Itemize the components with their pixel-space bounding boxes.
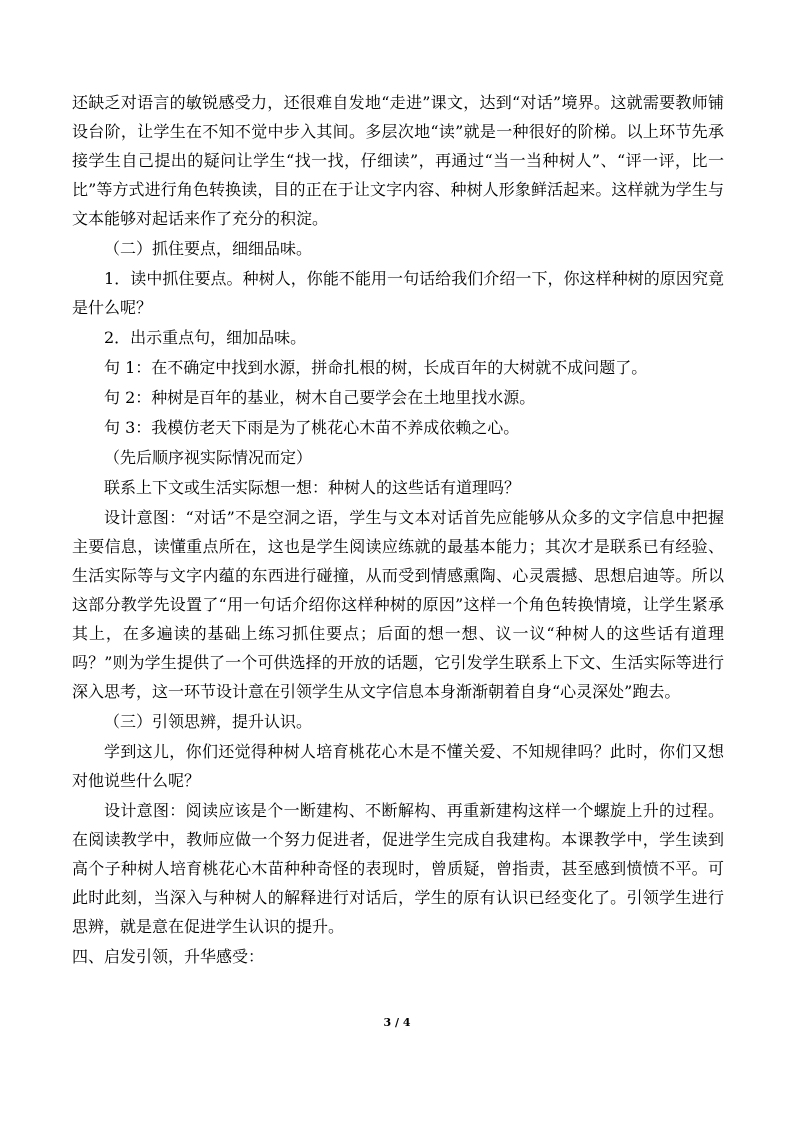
order-note: （先后顺序视实际情况而定） (104, 448, 313, 467)
page-number: 3 / 4 (383, 1016, 411, 1029)
reflection-question: 联系上下文或生活实际想一想：种树人的这些话有道理吗？ (104, 478, 521, 497)
step-1-paragraph: 1．读中抓住要点。种树人，你能不能用一句话给我们介绍一下，你这样种树的原因究竟是什么呢？ (72, 269, 724, 317)
section-heading-2: （二）抓住要点，细细品味。 (104, 239, 313, 258)
section-heading-4: 四、启发引领，升华感受： (72, 947, 265, 966)
key-sentence-2: 句 2：种树是百年的基业，树木自己要学会在土地里找水源。 (104, 388, 536, 407)
section-heading-3: （三）引领思辨，提升认识。 (104, 712, 313, 731)
design-intent-paragraph-3: 设计意图：阅读应该是个一断建构、不断解构、再重新建构这样一个螺旋上升的过程。在阅读教学中，教师应做一个努力促进者，促进学生完成自我建构。本课教学中，学生读到高个子种树人培育桃花心木苗种种奇怪的表现时，曾质疑，曾指责，甚至感到愤愤不平。可此时此刻，当深入与种树人的解释进行对话后，学生的原有认识已经变化了。引领学生进行思辨，就是意在促进学生认识的提升。 (72, 801, 724, 936)
paragraph-design-intent-continuation: 还缺乏对语言的敏锐感受力，还很难自发地“走进”课文，达到“对话”境界。这就需要教师铺设台阶，让学生在不知不觉中步入其间。多层次地“读”就是一种很好的阶梯。以上环节先承接学生自己提出的疑问让学生“找一找，仔细读”，再通过“当一当种树人”、“评一评，比一比”等方式进行角色转换读，目的正在于让文字内容、种树人形象鲜活起来。这样就为学生与文本能够对起话来作了充分的积淀。 (72, 93, 724, 228)
step-2-paragraph: 2．出示重点句，细加品味。 (104, 328, 307, 347)
discussion-question: 学到这儿，你们还觉得种树人培育桃花心木是不懂关爱、不知规律吗？此时，你们又想对他说些什么呢？ (72, 742, 724, 790)
key-sentence-3: 句 3：我模仿老天下雨是为了桃花心木苗不养成依赖之心。 (104, 418, 520, 437)
document-body (72, 88, 724, 972)
key-sentence-1: 句 1：在不确定中找到水源，拼命扎根的树，长成百年的大树就不成问题了。 (104, 358, 648, 377)
design-intent-paragraph-2: 设计意图：“对话”不是空洞之语，学生与文本对话首先应能够从众多的文字信息中把握主要信息，读懂重点所在，这也是学生阅读应练就的最基本能力；其次才是联系已有经验、生活实际等与文字内蕴的东西进行碰撞，从而受到情感熏陶、心灵震撼、思想启迪等。所以这部分教学先设置了“用一句话介绍你这样种树的原因”这样一个角色转换情境，让学生紧承其上，在多遍读的基础上练习抓住要点；后面的想一想、议一议“种树人的这些话有道理吗？”则为学生提供了一个可供选择的开放的话题，它引发学生联系上下文、生活实际等进行深入思考，这一环节设计意在引领学生从文字信息本身渐渐朝着自身“心灵深处”跑去。 (72, 508, 724, 701)
